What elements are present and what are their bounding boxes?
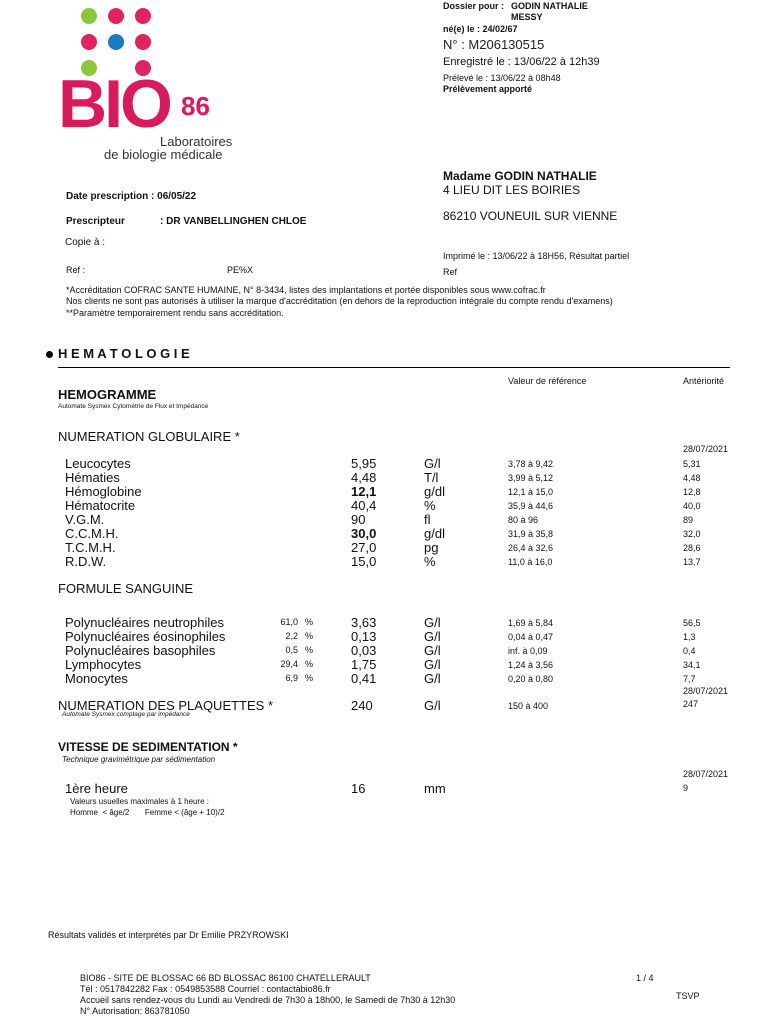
hemogramme-row-value: 4,48 [351, 470, 377, 485]
validation-text: Résultats validés et interprétés par Dr Emilie PRZYROWSKI [48, 930, 289, 940]
section-title: H E M A T O L O G I E [58, 346, 190, 361]
formule-row-name: Monocytes [65, 671, 128, 686]
patient-address-1: 4 LIEU DIT LES BOIRIES [443, 183, 581, 197]
formule-row-pct-sign: % [305, 617, 314, 627]
hemogramme-row-ant: 5,31 [683, 459, 701, 469]
hemogramme-row-value: 15,0 [351, 554, 377, 569]
formule-row-ref: 0,04 à 0,47 [508, 632, 554, 642]
formule-row-ant: 1,3 [683, 632, 696, 642]
printed-date: Imprimé le : 13/06/22 à 18H56, Résultat partiel [443, 251, 630, 261]
hemogramme-row-ref: 12,1 à 15,0 [508, 487, 554, 497]
section-rule [58, 367, 730, 368]
formule-row-pct: 0,5 [285, 645, 298, 655]
hemogramme-row-name: R.D.W. [65, 554, 107, 569]
formule-title: FORMULE SANGUINE [58, 581, 194, 596]
page-number: 1 / 4 [636, 973, 654, 983]
hemogramme-row-ref: 80 à 96 [508, 515, 539, 525]
hemogramme-row-unit: G/l [424, 456, 441, 471]
prescription-date: Date prescription : 06/05/22 [66, 191, 197, 202]
formule-row-name: Polynucléaires neutrophiles [65, 615, 224, 630]
copy-to: Copie à : [65, 237, 106, 248]
vs-note-2: Homme < âge/2 Femme < (âge + 10)/2 [70, 808, 225, 817]
formule-row-unit: G/l [424, 629, 441, 644]
plaquettes-ref: 150 à 400 [508, 701, 549, 711]
dossier-sampled: Prélevé le : 13/06/22 à 08h48 [443, 73, 561, 83]
hemogramme-row-unit: % [424, 498, 436, 513]
hemogramme-row-value: 30,0 [351, 526, 377, 541]
formule-row-name: Polynucléaires éosinophiles [65, 629, 226, 644]
hemogramme-row-ant: 40,0 [683, 501, 701, 511]
hemogramme-row-unit: g/dl [424, 526, 445, 541]
formule-row-value: 0,03 [351, 643, 377, 658]
hemogramme-row-ant: 89 [683, 515, 694, 525]
formule-row-pct-sign: % [305, 673, 314, 683]
hemogramme-row-name: Leucocytes [65, 456, 131, 471]
logo-dot [135, 34, 151, 50]
hemogramme-row-name: C.C.M.H. [65, 526, 119, 541]
formule-row-pct: 6,9 [285, 673, 298, 683]
hemogramme-row-ant: 12,8 [683, 487, 701, 497]
vs-note-1: Valeurs usuelles maximales à 1 heure : [70, 797, 210, 806]
formule-row-pct-sign: % [305, 659, 314, 669]
logo-main-text: BIO [58, 66, 170, 142]
patient-address-2: 86210 VOUNEUIL SUR VIENNE [443, 209, 618, 223]
dossier-number: N° : M206130515 [443, 37, 545, 52]
hemogramme-row-ant: 4,48 [683, 473, 701, 483]
formule-row-unit: G/l [424, 615, 441, 630]
vs-ant-date: 28/07/2021 [683, 769, 729, 779]
formule-row-value: 0,41 [351, 671, 377, 686]
formule-row-ref: 1,69 à 5,84 [508, 618, 554, 628]
formule-row-name: Polynucléaires basophiles [65, 643, 216, 658]
hemogramme-row-name: Hématies [65, 470, 120, 485]
dossier-registered: Enregistré le : 13/06/22 à 12h39 [443, 56, 600, 68]
formule-row-ant: 34,1 [683, 660, 701, 670]
formule-row-pct: 61,0 [280, 617, 298, 627]
prescriber-label: Prescripteur [66, 216, 125, 227]
formule-row-unit: G/l [424, 657, 441, 672]
ref-value: PE%X [227, 265, 254, 275]
logo-number: 86 [181, 91, 210, 121]
formule-row-value: 1,75 [351, 657, 377, 672]
hemogramme-row-unit: pg [424, 540, 439, 555]
formule-row-ant: 0,4 [683, 646, 696, 656]
vs-value: 16 [351, 781, 366, 796]
hemogramme-row-unit: T/l [424, 470, 439, 485]
logo-dot [108, 34, 124, 50]
formule-row-ant: 56,5 [683, 618, 701, 628]
formule-row-ref: inf. à 0,09 [508, 646, 548, 656]
vs-name: 1ère heure [65, 781, 128, 796]
hemogramme-subtitle: Automate Sysmex Cytométrie de Flux et Impédance [58, 403, 209, 410]
formule-row-unit: G/l [424, 671, 441, 686]
ref-label: Ref : [66, 265, 86, 275]
ant-column-header: Antériorité [683, 376, 725, 386]
plaquettes-subtitle: Automate Sysmex comptage par impédance [62, 711, 190, 718]
vs-title: VITESSE DE SEDIMENTATION * [58, 740, 238, 754]
hemogramme-row-unit: fl [424, 512, 431, 527]
hemogramme-row-ref: 35,9 à 44,6 [508, 501, 554, 511]
accreditation-note-2: Nos clients ne sont pas autorisés à utiliser la marque d'accréditation (en dehors de la reproduction intégrale du compte rendu d'examens) [66, 296, 613, 306]
formule-row-value: 0,13 [351, 629, 377, 644]
hemogramme-row-value: 27,0 [351, 540, 377, 555]
hemogramme-row-value: 12,1 [351, 484, 377, 499]
hemogramme-ant-date: 28/07/2021 [683, 444, 729, 454]
vs-ant: 9 [683, 783, 689, 793]
hemogramme-row-value: 5,95 [351, 456, 377, 471]
logo-dot [108, 8, 124, 24]
hemogramme-row-name: V.G.M. [65, 512, 105, 527]
dossier-label: Dossier pour : [443, 1, 505, 11]
logo-subtitle-2: de biologie médicale [104, 147, 223, 162]
hemogramme-title: HEMOGRAMME [58, 387, 157, 402]
formule-row-ant: 7,7 [683, 674, 696, 684]
hemogramme-row-name: Hémoglobine [65, 484, 142, 499]
plaquettes-unit: G/l [424, 698, 441, 713]
hemogramme-row-ant: 13,7 [683, 557, 701, 567]
footer-line-3: Accueil sans rendez-vous du Lundi au Vendredi de 7h30 à 18h00, le Samedi de 7h30 à 12h30 [80, 995, 456, 1005]
formule-row-name: Lymphocytes [65, 657, 142, 672]
plaquettes-name: NUMERATION DES PLAQUETTES * [58, 698, 274, 713]
footer-line-1: BIO86 - SITE DE BLOSSAC 66 BD BLOSSAC 86100 CHATELLERAULT [80, 973, 371, 983]
dossier-name-1: GODIN NATHALIE [511, 1, 588, 11]
logo-dot [81, 8, 97, 24]
vs-unit: mm [424, 781, 446, 796]
formule-row-ref: 1,24 à 3,56 [508, 660, 554, 670]
plaquettes-ant: 247 [683, 699, 699, 709]
patient-name: Madame GODIN NATHALIE [443, 169, 597, 183]
hemogramme-row-ref: 31,9 à 35,8 [508, 529, 554, 539]
footer-line-4: N° Autorisation: 863781050 [80, 1006, 190, 1016]
hemogramme-row-unit: g/dl [424, 484, 445, 499]
formule-row-unit: G/l [424, 643, 441, 658]
plaquettes-ant-date: 28/07/2021 [683, 686, 729, 696]
hemogramme-row-ref: 3,78 à 9,42 [508, 459, 554, 469]
plaquettes-value: 240 [351, 698, 373, 713]
footer-line-2: Tél : 0517842282 Fax : 0549853588 Courriel : contactàbio86.fr [80, 984, 331, 994]
formule-row-ref: 0,20 à 0,80 [508, 674, 554, 684]
prescriber-name: : DR VANBELLINGHEN CHLOE [160, 216, 307, 227]
formule-row-pct: 29,4 [280, 659, 298, 669]
hemogramme-row-name: Hématocrite [65, 498, 136, 513]
dossier-born: né(e) le : 24/02/67 [443, 24, 518, 34]
dossier-brought: Prélèvement apporté [443, 84, 533, 94]
formule-row-pct-sign: % [305, 631, 314, 641]
ref-column-header: Valeur de référence [508, 376, 587, 386]
hemogramme-row-ref: 3,99 à 5,12 [508, 473, 554, 483]
section-bullet [46, 351, 53, 358]
dossier-name-2: MESSY [511, 12, 543, 22]
logo-dot [81, 34, 97, 50]
tsvp-label: TSVP [676, 991, 700, 1001]
hemogramme-row-value: 90 [351, 512, 366, 527]
hemogramme-row-ref: 11,0 à 16,0 [508, 557, 553, 567]
accreditation-note-3: **Paramètre temporairement rendu sans accréditation. [66, 308, 284, 318]
hemogramme-row-ref: 26,4 à 32,6 [508, 543, 554, 553]
vs-subtitle: Technique gravimétrique par sédimentation [62, 755, 216, 764]
ref-right: Ref [443, 267, 458, 277]
hemogramme-row-ant: 28,6 [683, 543, 701, 553]
formule-row-pct-sign: % [305, 645, 314, 655]
hemogramme-row-name: T.C.M.H. [65, 540, 116, 555]
logo-subtitle-1: Laboratoires [160, 134, 233, 149]
formule-row-value: 3,63 [351, 615, 377, 630]
logo-dot [135, 8, 151, 24]
hemogramme-row-value: 40,4 [351, 498, 377, 513]
accreditation-note-1: *Accréditation COFRAC SANTE HUMAINE, N° 8-3434, listes des implantations et portée disponibles sous www.cofrac.fr [66, 285, 546, 295]
hemogramme-row-unit: % [424, 554, 436, 569]
numeration-title: NUMERATION GLOBULAIRE * [58, 429, 240, 444]
formule-row-pct: 2,2 [285, 631, 298, 641]
hemogramme-row-ant: 32,0 [683, 529, 701, 539]
